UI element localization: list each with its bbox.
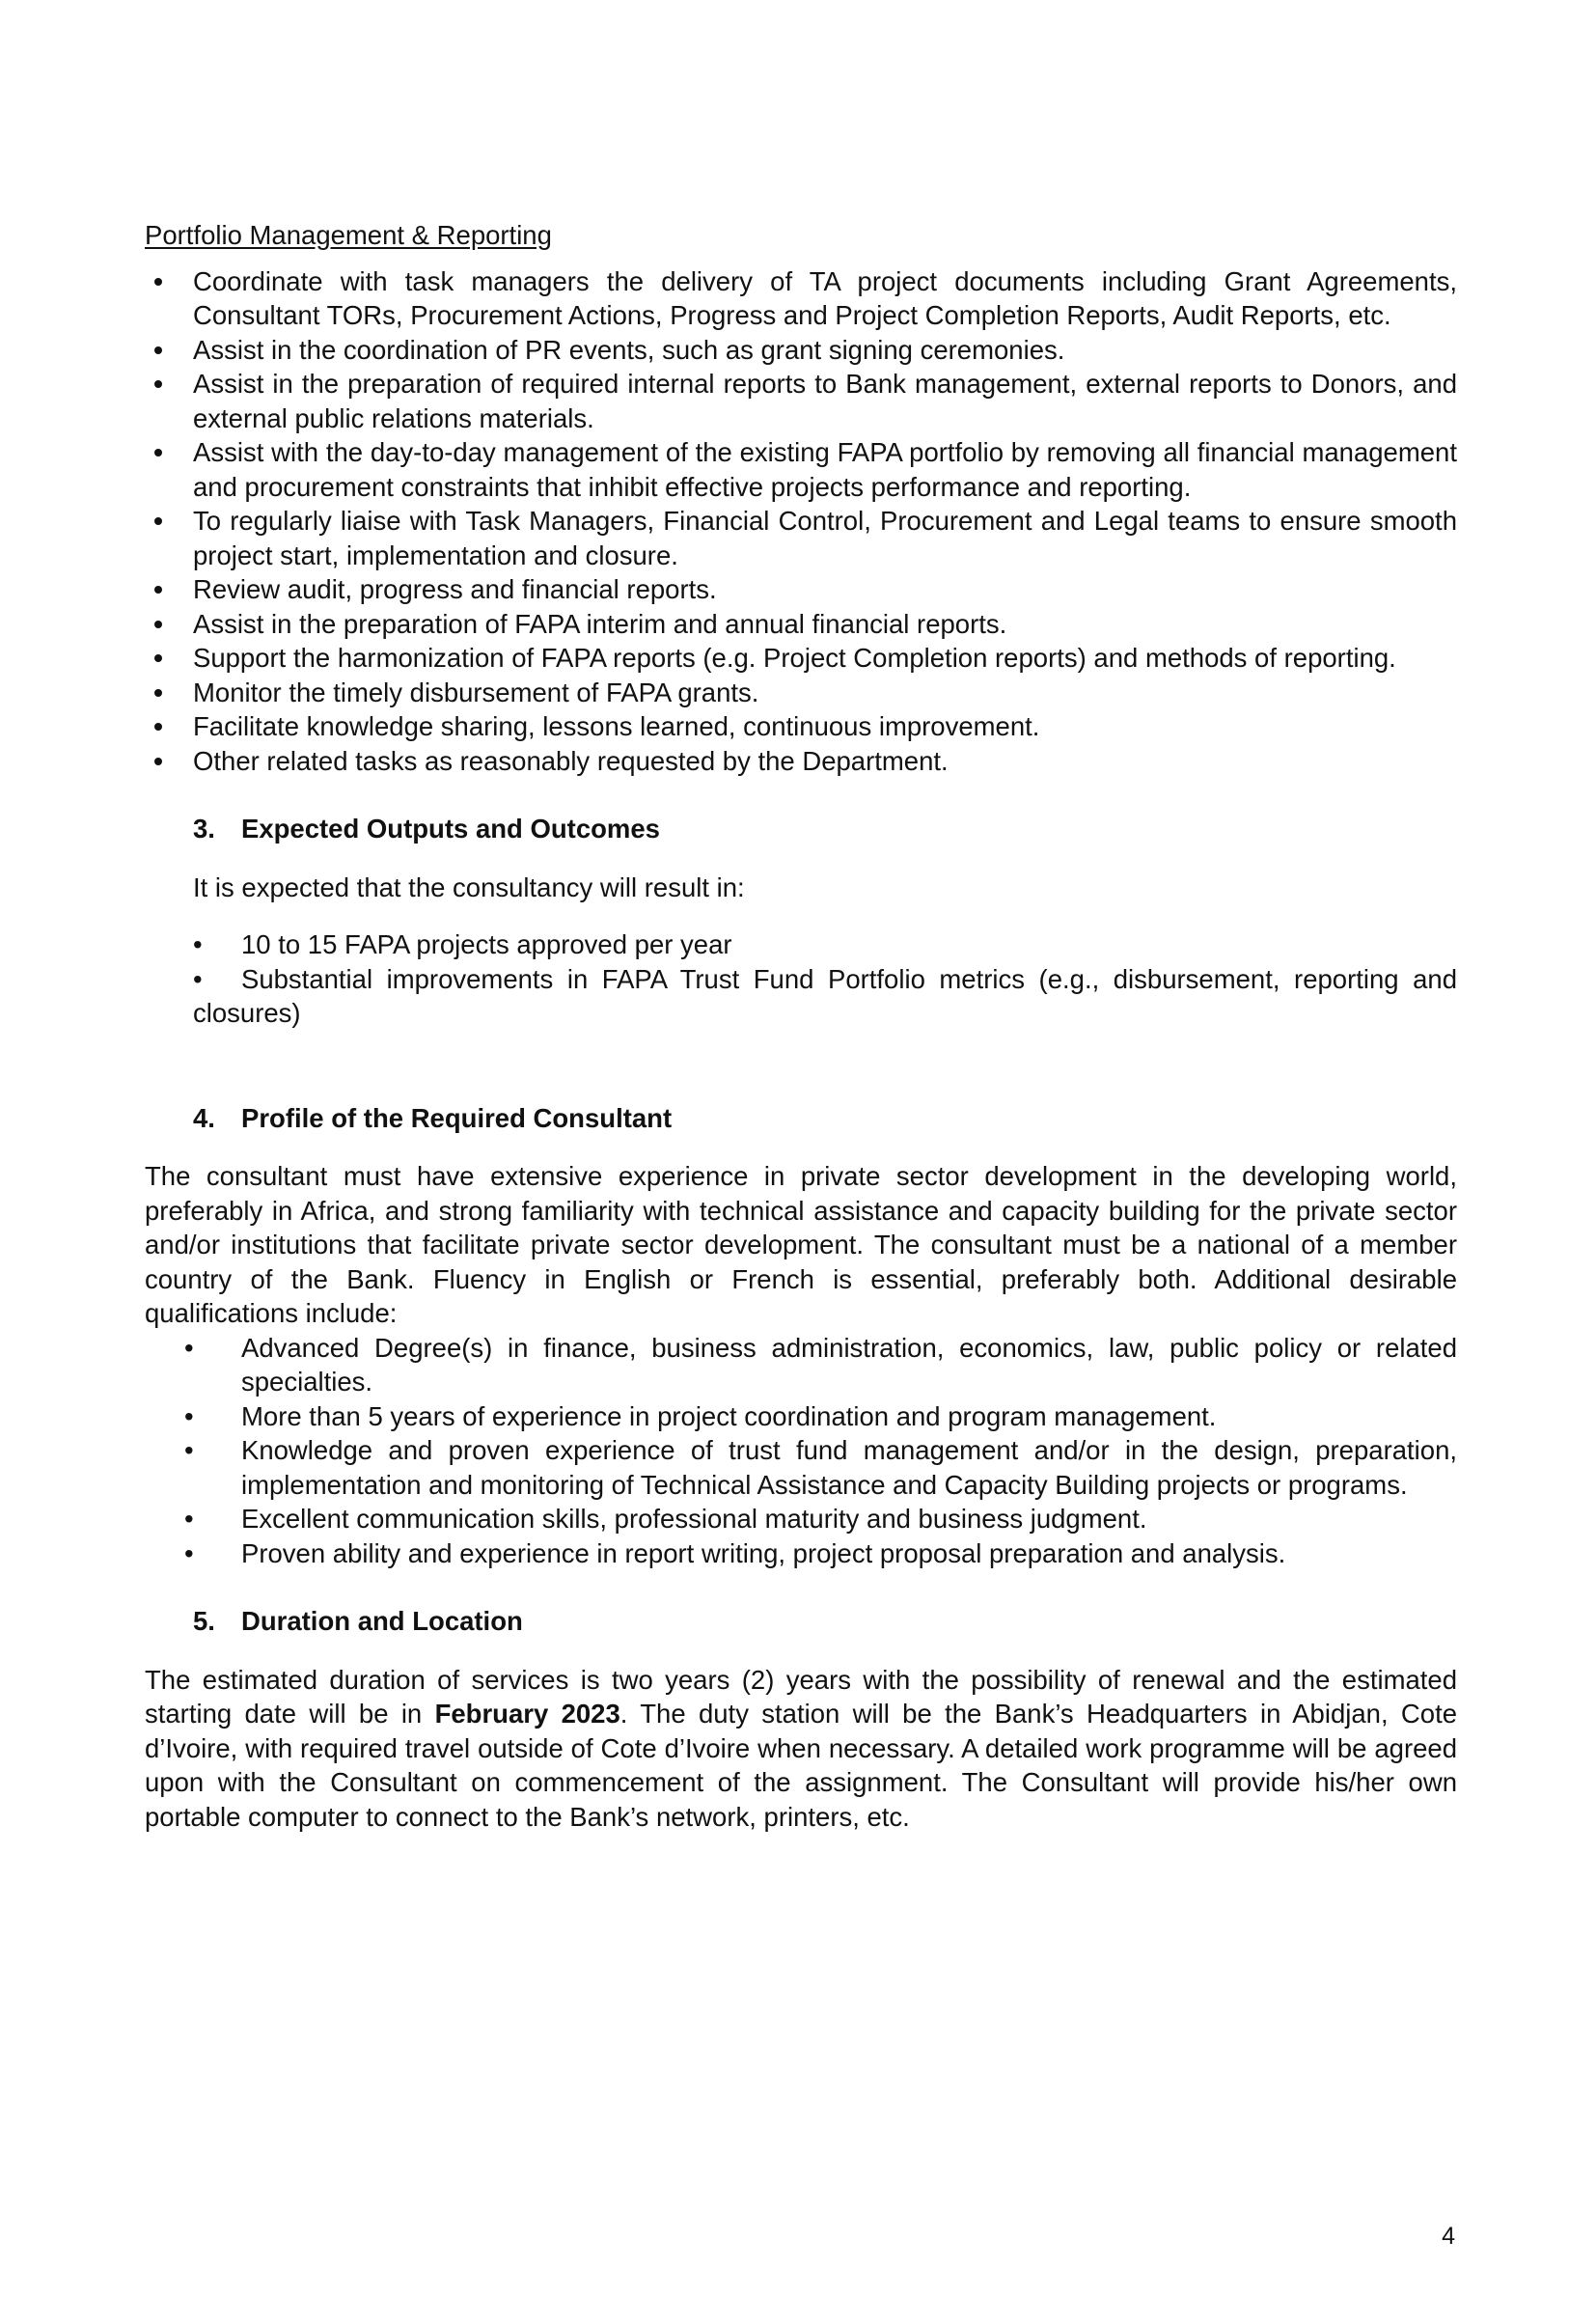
bullet-icon: • xyxy=(193,963,203,994)
list-item: Other related tasks as reasonably requested by the Department. xyxy=(145,744,1457,779)
section-5-paragraph: The estimated duration of services is two years (2) years with the possibility of renewal and the estimated starting date will be in February 2023. The duty station will be the Bank’s Headquarters in Abidjan, Cote d’Ivoire, with required travel outside of Cote d’Ivoire when necessary. A detailed work programme will be agreed upon with the Consultant on commencement of the assignment. The Consultant will provide his/her own portable computer to connect to the Bank’s network, printers, etc. xyxy=(145,1664,1458,1832)
list-item: • Proven ability and experience in report writing, project proposal preparation and analysis. xyxy=(145,1536,1457,1571)
list-item: Assist in the preparation of required internal reports to Bank management, external reports to Donors, and external public relations materials. xyxy=(145,367,1457,435)
list-item: Coordinate with task managers the delivery of TA project documents including Grant Agreements, Consultant TORs, Procurement Actions, Progress and Project Completion Reports, Audit Reports, etc. xyxy=(145,264,1457,333)
list-item: • Advanced Degree(s) in finance, business administration, economics, law, public policy or related specialties. xyxy=(145,1331,1457,1399)
list-item: • Substantial improvements in FAPA Trust Fund Portfolio metrics (e.g., disbursement, reporting and closures) xyxy=(193,963,1457,1028)
section-3-heading xyxy=(145,812,1457,846)
section-5-heading xyxy=(145,1604,1457,1639)
list-item: Assist with the day-to-day management of the existing FAPA portfolio by removing all financial management and procurement constraints that inhibit effective projects performance and reporting. xyxy=(145,435,1457,504)
start-date: February 2023 xyxy=(434,1699,620,1729)
section-number: 3. xyxy=(193,814,215,844)
list-item: • 10 to 15 FAPA projects approved per year xyxy=(193,927,1457,962)
section-title: Profile of the Required Consultant xyxy=(241,1102,673,1133)
section-number: 4. xyxy=(193,1102,215,1133)
list-item: Monitor the timely disbursement of FAPA grants. xyxy=(145,676,1457,710)
list-item: Support the harmonization of FAPA reports (e.g. Project Completion reports) and methods of reporting. xyxy=(145,641,1457,676)
bullet-icon: • xyxy=(193,929,203,959)
section-number: 5. xyxy=(193,1606,215,1636)
page-number: 4 xyxy=(1442,2223,1455,2250)
section-4-heading xyxy=(145,1101,1457,1136)
section-title: Expected Outputs and Outcomes xyxy=(241,814,660,844)
list-item: • More than 5 years of experience in project coordination and program management. xyxy=(145,1399,1457,1434)
list-item: Assist in the coordination of PR events, such as grant signing ceremonies. xyxy=(145,333,1457,368)
list-item: • Excellent communication skills, professional maturity and business judgment. xyxy=(145,1502,1457,1536)
list-item: • Knowledge and proven experience of trust fund management and/or in the design, preparation, implementation and monitoring of Technical Assistance and Capacity Building projects or programs. xyxy=(145,1433,1457,1502)
list-item: To regularly liaise with Task Managers, Financial Control, Procurement and Legal teams to ensure smooth project start, implementation and closure. xyxy=(145,504,1457,572)
section-4-paragraph: The consultant must have extensive experience in private sector development in the developing world, preferably in Africa, and strong familiarity with technical assistance and capacity building for the private sector and/or institutions that facilitate private sector development. The consultant must be a national of a member country of the Bank. Fluency in English or French is essential, preferably both. Additional desirable qualifications include: xyxy=(145,1161,1457,1328)
outcomes-list xyxy=(145,927,1457,1031)
list-item: Review audit, progress and financial reports. xyxy=(145,572,1457,607)
portfolio-heading: Portfolio Management & Reporting xyxy=(145,220,552,250)
document-body xyxy=(145,218,1457,1834)
section-3-intro: It is expected that the consultancy will result in: xyxy=(193,872,745,902)
list-item: Facilitate knowledge sharing, lessons learned, continuous improvement. xyxy=(145,709,1457,744)
qualifications-list xyxy=(145,1331,1457,1571)
list-item: Assist in the preparation of FAPA interim and annual financial reports. xyxy=(145,607,1457,642)
section-title: Duration and Location xyxy=(241,1606,523,1636)
portfolio-task-list xyxy=(145,264,1457,779)
